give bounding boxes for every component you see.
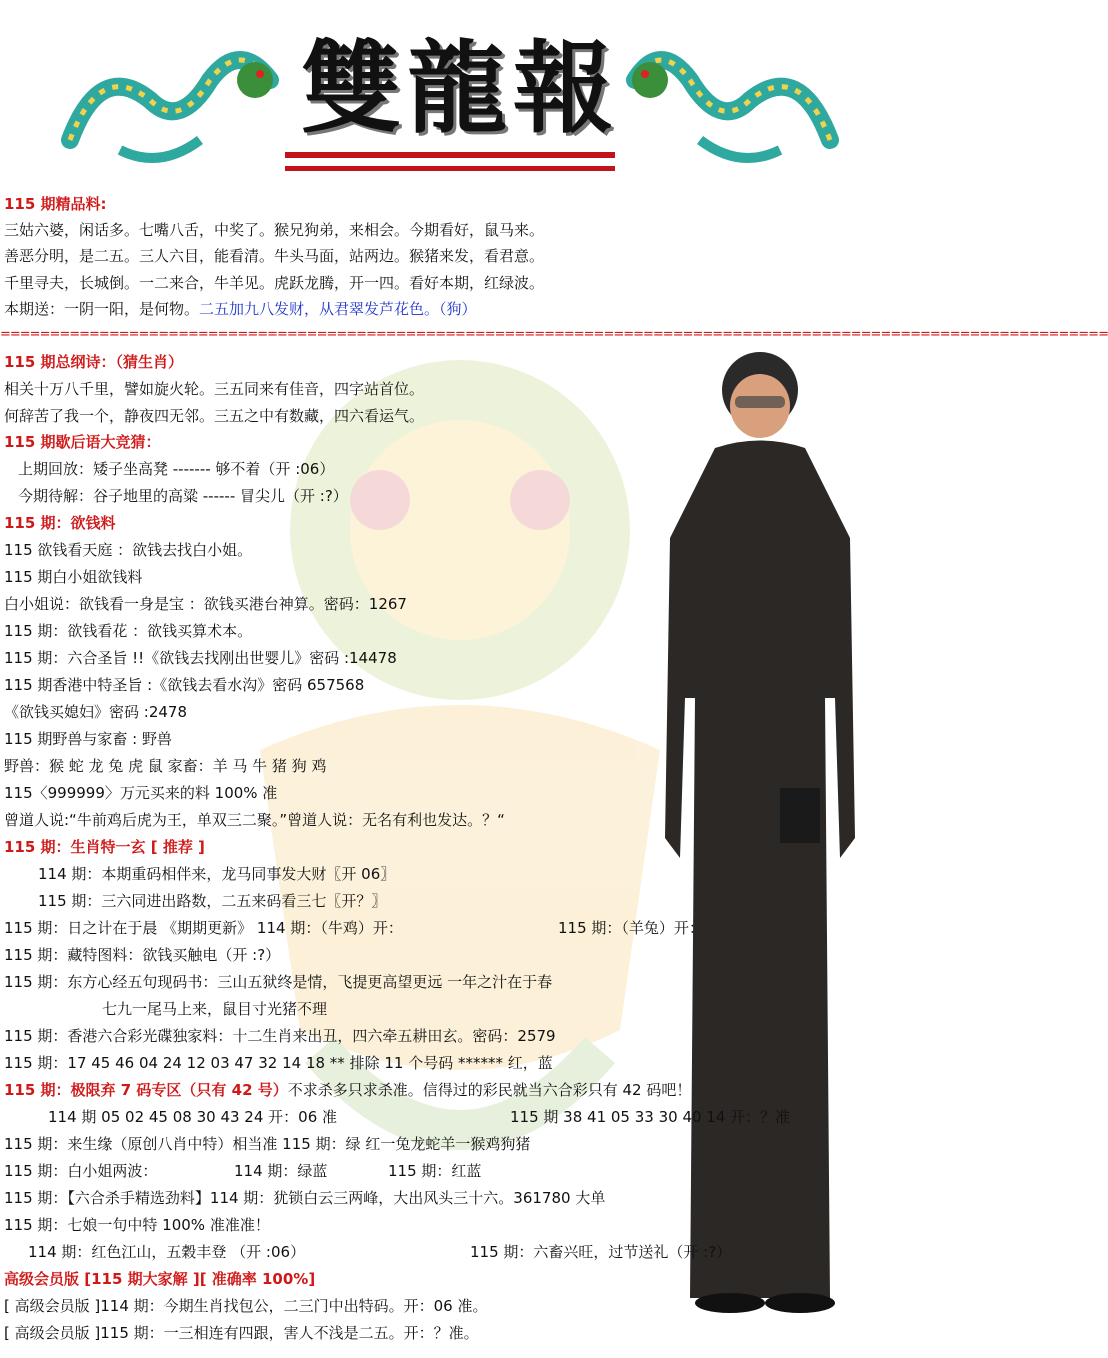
- text-line: 114 期：红色江山，五穀丰登 （开 :06）: [28, 1243, 306, 1261]
- text-line: 115 期：六畜兴旺，过节送礼（开 :?）: [470, 1243, 732, 1261]
- section-title-poem: 115 期总纲诗：（猜生肖）: [4, 353, 184, 371]
- eliminate-title: 115 期：极限弃 7 码专区（只有 42 号）: [4, 1081, 288, 1099]
- text-line: [ 高级会员版 ]115 期：一三相连有四跟，害人不浅是二五。开：？准。: [4, 1324, 479, 1342]
- right-dragon-icon: [630, 40, 840, 170]
- text-line: 何辞苦了我一个，静夜四无邻。三五之中有数藏，四六看运气。: [4, 407, 425, 425]
- masthead-header: [0, 0, 900, 195]
- text-line: 115 期：七娘一句中特 100% 准准准！: [4, 1216, 270, 1234]
- riddle-current: 今期待解：谷子地里的高粱 ------ 冒尖儿（开 :?）: [18, 487, 348, 505]
- masthead-title: 雙龍報: [301, 29, 619, 147]
- text-line: 千里寻夫，长城倒。一二来合，牛羊见。虎跃龙腾，开一四。看好本期，红绿波。: [4, 274, 545, 292]
- send-answer: 二五加九八发财，从君翠发芦花色。（狗）: [199, 300, 477, 318]
- section-title-premium: 115 期精品料:: [4, 195, 107, 213]
- text-line: 115 期：六合圣旨 !!《欲钱去找刚出世婴儿》密码 :14478: [4, 649, 397, 667]
- text-line: 相关十万八千里，譬如旋火轮。三五同来有佳音，四字站首位。: [4, 380, 425, 398]
- text-line: 三姑六婆，闲话多。七嘴八舌，中奖了。猴兄狗弟，来相会。今期看好，鼠马来。: [4, 221, 545, 239]
- section-title-riddle: 115 期歇后语大竞猜：: [4, 433, 161, 451]
- text-line: 114 期：本期重码相伴来，龙马同事发大财〖开 06〗: [38, 865, 396, 883]
- text-line: 野兽：猴 蛇 龙 兔 虎 鼠 家畜：羊 马 牛 猪 狗 鸡: [4, 757, 327, 775]
- text-line: 115〈999999〉万元买来的料 100% 准: [4, 784, 278, 802]
- text-line: 115 期香港中特圣旨 :《欲钱去看水沟》密码 657568: [4, 676, 365, 694]
- text-line: 《欲钱买媳妇》密码 :2478: [4, 703, 187, 721]
- text-line: 115 期：欲钱看花 ：欲钱买算术本。: [4, 622, 253, 640]
- masthead-underline-bottom: [285, 166, 615, 171]
- text-line: 115 期：日之计在于晨 《期期更新》 114 期：（牛鸡）开：: [4, 919, 403, 937]
- text-line: 曾道人说:“牛前鸡后虎为王，单双三二聚。”曾道人说：无名有利也发达。？“: [4, 811, 505, 829]
- text-line: 115 期：（羊兔）开：: [558, 919, 704, 937]
- text-line: [ 高级会员版 ]114 期：今期生肖找包公，二三门中出特码。开：06 准。: [4, 1297, 488, 1315]
- text-line: 115 期：红蓝: [388, 1162, 482, 1180]
- text-line: 115 期：东方心经五句现码书：三山五狱终是情，飞提更高望更远 一年之汁在于春: [4, 973, 553, 991]
- masthead-underline-top: [285, 152, 615, 158]
- section-title-money: 115 期：欲钱料: [4, 514, 116, 532]
- text-line: 114 期：绿蓝: [234, 1162, 328, 1180]
- text-line: 115 期：来生缘（原创八肖中特）相当准 115 期：绿 红一兔龙蛇羊一猴鸡狗猪: [4, 1135, 531, 1153]
- text-line: 115 期：17 45 46 04 24 12 03 47 32 14 18 ** 排除 11 个号码 ****** 红，蓝: [4, 1054, 553, 1072]
- eliminate-line: [4, 1080, 691, 1100]
- text-line: 115 期 38 41 05 33 30 40 14 开：？准: [510, 1108, 791, 1126]
- send-prefix: 本期送：一阴一阳，是何物。: [4, 300, 200, 318]
- text-line: 115 期：藏特图料：欲钱买触电（开 :?）: [4, 946, 281, 964]
- text-line: 七九一尾马上来，鼠目寸光猪不理: [102, 1000, 328, 1018]
- person-photo: [655, 338, 870, 1358]
- text-line: 白小姐说：欲钱看一身是宝 ：欲钱买港台神算。密码：1267: [4, 595, 407, 613]
- separator-line: ================================================================================================================: [0, 327, 1108, 342]
- text-line: 114 期 05 02 45 08 30 43 24 开：06 准: [48, 1108, 338, 1126]
- text-line: 115 期：【六合杀手精选劲料】114 期：犹锁白云三两峰，大出风头三十六。361780 大单: [4, 1189, 606, 1207]
- left-dragon-icon: [60, 40, 280, 170]
- text-line: 115 期野兽与家畜 : 野兽: [4, 730, 172, 748]
- text-line: 115 期：三六同进出路数，二五来码看三七〖开？〗: [38, 892, 387, 910]
- text-line: 善恶分明，是二五。三人六目，能看清。牛头马面，站两边。猴猪来发，看君意。: [4, 247, 545, 265]
- riddle-previous: 上期回放：矮子坐高凳 ------- 够不着（开 :06）: [18, 460, 335, 478]
- text-line: 115 欲钱看天庭 ：欲钱去找白小姐。: [4, 541, 253, 559]
- text-line: 115 期：香港六合彩光碟独家料：十二生肖来出丑，四六牵五耕田玄。密码：2579: [4, 1027, 556, 1045]
- send-line: [4, 299, 477, 319]
- eliminate-text: 不求杀多只求杀准。信得过的彩民就当六合彩只有 42 码吧！: [287, 1081, 692, 1099]
- text-line: 115 期白小姐欲钱料: [4, 568, 143, 586]
- text-line: 115 期：白小姐两波：: [4, 1162, 158, 1180]
- section-title-zodiac: 115 期：生肖特一玄 [ 推荐 ]: [4, 838, 205, 856]
- section-title-vip: 高级会员版 [115 期大家解 ][ 准确率 100%]: [4, 1270, 316, 1288]
